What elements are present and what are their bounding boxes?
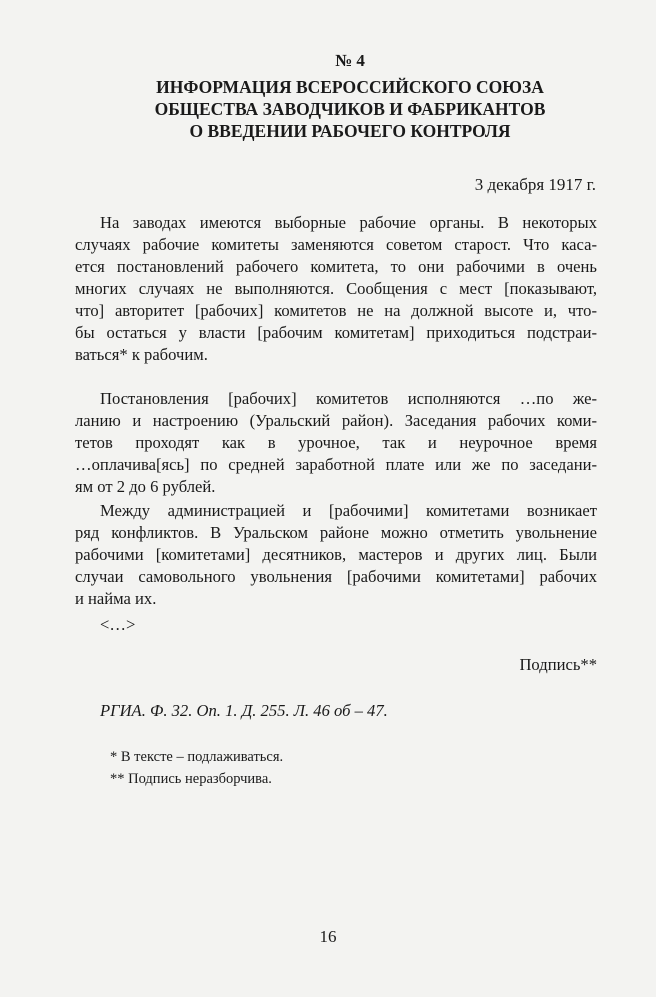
page-number: 16 [319, 927, 337, 946]
text-line: ется постановлений рабочего комитета, то они рабочими в очень [75, 257, 597, 276]
text-line: тетов проходят как в урочное, так и неурочное время [75, 433, 597, 452]
text-line: ям от 2 до 6 рублей. [75, 477, 216, 496]
title-line: ОБЩЕСТВА ЗАВОДЧИКОВ И ФАБРИКАНТОВ [154, 99, 546, 119]
title-line: О ВВЕДЕНИИ РАБОЧЕГО КОНТРОЛЯ [189, 121, 511, 141]
document-number: № 4 [335, 51, 365, 70]
text-line: и найма их. [75, 589, 157, 608]
text-line: рабочими [комитетами] десятников, мастеров и других лиц. Были [75, 545, 597, 564]
text-line: ваться* к рабочим. [75, 345, 208, 364]
text-line: случаи самовольного увольнения [рабочими комитетами] рабочих [75, 567, 597, 586]
paragraph-3 [75, 500, 597, 610]
text-line: ланию и настроению (Уральский район). Заседания рабочих коми- [75, 411, 597, 430]
text-line: что] авторитет [рабочих] комитетов не на должной высоте и, что- [75, 301, 597, 320]
archive-source: РГИА. Ф. 32. Оп. 1. Д. 255. Л. 46 об – 47. [100, 701, 388, 720]
text-line: На заводах имеются выборные рабочие органы. В некоторых [100, 213, 597, 232]
footnote-1: * В тексте – подлаживаться. [110, 749, 284, 765]
text-line: Постановления [рабочих] комитетов исполняются …по же- [100, 389, 597, 408]
text-line: …оплачива[ясь] по средней заработной плате или же по заседани- [75, 455, 597, 474]
paragraph-2 [75, 388, 597, 498]
document-date: 3 декабря 1917 г. [474, 175, 596, 194]
text-line: ряд конфликтов. В Уральском районе можно отметить увольнение [75, 523, 597, 542]
omission-mark: <…> [100, 615, 136, 634]
signature: Подпись** [519, 655, 597, 674]
text-line: многих случаях не выполняются. Сообщения с мест [показывают, [75, 279, 597, 298]
title-line: ИНФОРМАЦИЯ ВСЕРОССИЙСКОГО СОЮЗА [156, 77, 544, 97]
text-line: случаях рабочие комитеты заменяются советом старост. Что каса- [75, 235, 597, 254]
text-line: Между администрацией и [рабочими] комитетами возникает [100, 501, 597, 520]
text-line: бы остаться у власти [рабочим комитетам] приходиться подстраи- [75, 323, 597, 342]
document-title [0, 76, 656, 142]
footnote-2: ** Подпись неразборчива. [110, 771, 272, 787]
paragraph-1 [75, 212, 597, 366]
